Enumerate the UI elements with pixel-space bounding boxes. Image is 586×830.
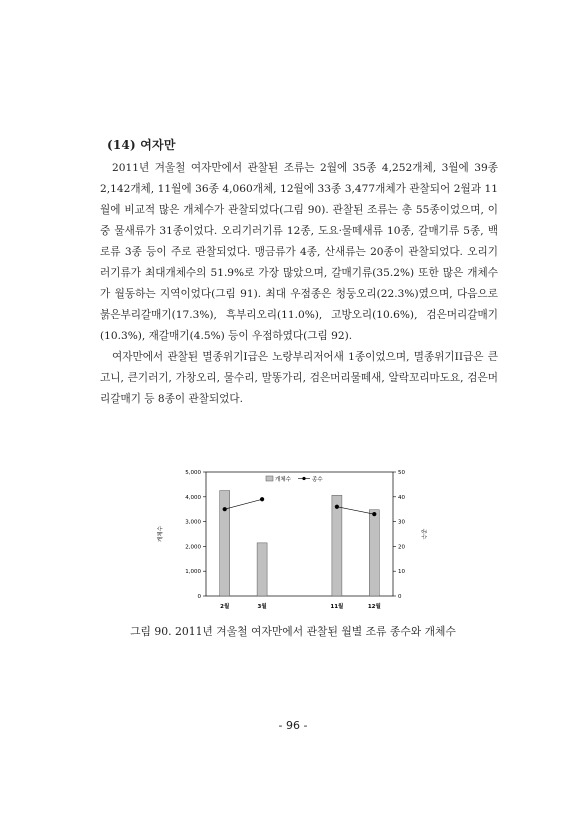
line-point (335, 505, 339, 509)
y-right-tick-label: 0 (398, 594, 402, 600)
legend-bar-label: 개체수 (275, 476, 291, 483)
plot-frame (206, 472, 393, 596)
y-right-tick-label: 40 (398, 494, 405, 501)
bar (257, 543, 267, 596)
y-left-axis-label: 개체수 (158, 526, 164, 542)
bar-line-chart (150, 462, 430, 622)
bar (332, 495, 342, 596)
y-left-tick-label: 0 (197, 594, 201, 600)
y-left-tick-label: 3,000 (185, 519, 201, 526)
y-left-tick-label: 5,000 (185, 470, 201, 476)
x-tick-label: 3월 (257, 604, 267, 610)
legend-line-marker (302, 477, 305, 480)
paragraph: 2011년 겨울철 여자만에서 관찰된 조류는 2월에 35종 4,252개체, 3월에 39종 2,142개체, 11월에 36종 4,060개체, 12월에 33종 3,477개체가 관찰되어 2월과 11월에 비교적 많은 개체수가 관찰되었다(그림 90). 관찰된 조류는 총 55종이었으며, 이 중 물새류가 31종이었다. 오리기러기류 12종, 도요·물떼새류 10종, 갈매기류 5종, 백로류 3종 등이 주로 관찰되었다. 맹금류가 4종, 산새류는 20종이 관찰되었다. 오리기러기류가 최대개체수의 51.9%로 가장 많았으며, 갈매기류(35.2%) 또한 많은 개체수가 월동하는 지역이었다(그림 91). 최대 우점종은 청둥오리(22.3%)였으며, 다음으로 붉은부리갈매기(17.3%), 흑부리오리(11.0%), 고방오리(10.6%), 검은머리갈매기(10.3%), 재갈매기(4.5%) 등이 우점하였다(그림 92). (100, 162, 498, 342)
x-tick-label: 12월 (367, 604, 381, 610)
line-point (260, 497, 264, 501)
series-line-segment (225, 499, 262, 509)
bar (220, 491, 230, 596)
paragraph: 여자만에서 관찰된 멸종위기I급은 노랑부리저어새 1종이었으며, 멸종위기II급은 큰고니, 큰기러기, 가창오리, 물수리, 말똥가리, 검은머리물떼새, 알락꼬리마도요, 검은머리갈매기 등 8종이 관찰되었다. (100, 351, 498, 405)
section-heading: (14) 여자만 (107, 138, 176, 152)
y-right-tick-label: 50 (398, 470, 405, 476)
figure-caption: 그림 90. 2011년 겨울철 여자만에서 관찰된 월별 조류 종수와 개체수 (130, 625, 456, 638)
line-point (223, 507, 227, 511)
x-tick-label: 2월 (220, 604, 230, 610)
y-left-tick-label: 1,000 (185, 569, 201, 576)
y-left-tick-label: 2,000 (185, 544, 201, 551)
y-right-axis-label: 종수 (420, 528, 426, 540)
y-right-tick-label: 20 (398, 544, 405, 551)
page-number: - 96 - (278, 719, 308, 732)
legend-bar-swatch (266, 476, 273, 481)
y-right-tick-label: 10 (398, 569, 405, 576)
x-tick-label: 11월 (330, 604, 344, 610)
y-right-tick-label: 30 (398, 519, 405, 526)
legend-line-label: 종수 (312, 476, 323, 483)
chart (150, 462, 430, 622)
body-text (100, 158, 498, 410)
bar (369, 510, 379, 596)
line-point (372, 512, 376, 516)
y-left-tick-label: 4,000 (185, 494, 201, 501)
series-line-segment (337, 507, 374, 514)
